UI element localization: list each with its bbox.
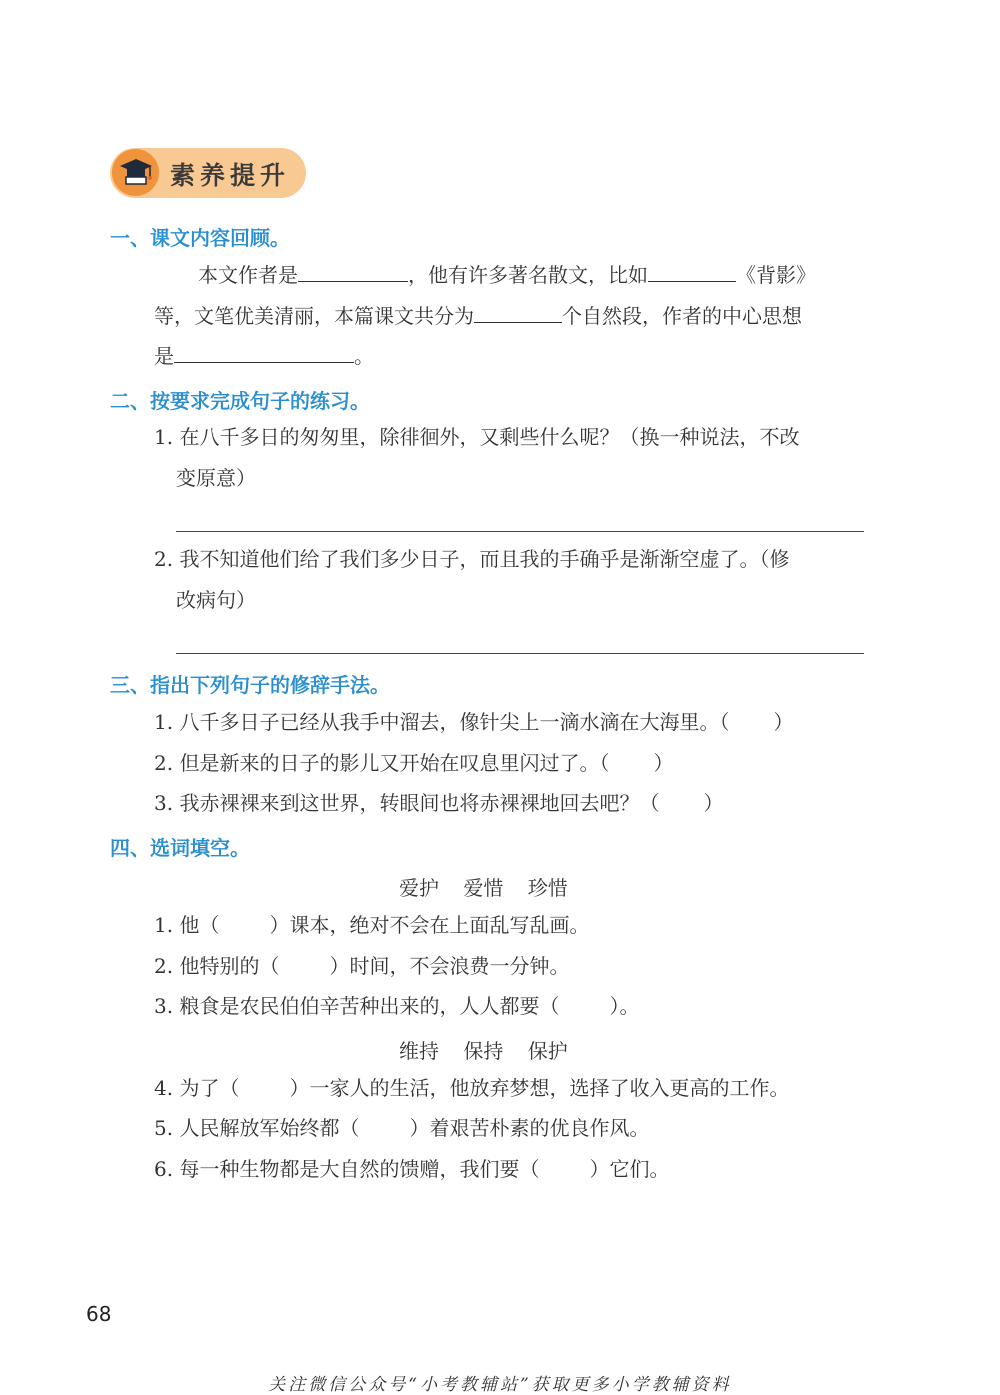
s1-text-2b: 个自然段，作者的中心思想 (562, 304, 802, 328)
s4-q1-a: 1. 他（ (154, 913, 220, 937)
s1-text-1b: ，他有许多著名散文，比如 (408, 263, 648, 287)
s2-q1-line2: 变原意） (176, 466, 256, 490)
s3-q2-text: 2. 但是新来的日子的影儿又开始在叹息里闪过了。 (154, 751, 600, 775)
s3-q3-paren-open: （ (639, 791, 660, 815)
word-bank-2: 维持 保持 保护 (399, 1039, 568, 1063)
s4-q3-b: ）。 (609, 994, 640, 1018)
paragraph-count-blank[interactable] (474, 304, 562, 323)
section2-heading: 二、按要求完成句子的练习。 (110, 389, 370, 413)
s4-q3-a: 3. 粮食是农民伯伯辛苦种出来的，人人都要（ (154, 994, 560, 1018)
s1-text-1a: 本文作者是 (198, 263, 298, 287)
s2-q2-line2: 改病句） (176, 588, 256, 612)
s1-text-2a: 等，文笔优美清丽，本篇课文共分为 (154, 304, 474, 328)
s1-text-3a: 是 (154, 344, 174, 368)
s3-q3-text: 3. 我赤裸裸来到这世界，转眼间也将赤裸裸地回去吧？ (154, 791, 640, 815)
word-bank-1: 爱护 爱惜 珍惜 (399, 876, 568, 900)
s2-q1-answer-line[interactable] (176, 531, 864, 532)
s4-q2-b: ）时间，不会浪费一分钟。 (329, 954, 570, 978)
s4-q4-a: 4. 为了（ (154, 1076, 240, 1100)
s2-q1-line1: 1. 在八千多日的匆匆里，除徘徊外，又剩些什么呢？（换一种说法，不改 (154, 425, 800, 449)
s4-q1 (154, 913, 589, 937)
s3-q1-text: 1. 八千多日子已经从我手中溜去，像针尖上一滴水滴在大海里。 (154, 710, 720, 734)
s4-q1-b: ）课本，绝对不会在上面乱写乱画。 (269, 913, 590, 937)
s4-q6-a: 6. 每一种生物都是大自然的馈赠，我们要（ (154, 1157, 540, 1181)
s3-q3-paren-close: ） (703, 791, 724, 815)
s3-q1 (154, 710, 793, 734)
s3-q2 (154, 751, 673, 775)
section3-heading: 三、指出下列句子的修辞手法。 (110, 673, 390, 697)
s4-q5-b: ）着艰苦朴素的优良作风。 (409, 1116, 650, 1140)
footer-note: 关注微信公众号“小考教辅站”获取更多小学教辅资料 (268, 1375, 732, 1395)
essay-blank[interactable] (648, 263, 736, 282)
s3-q3 (154, 791, 723, 815)
author-blank[interactable] (298, 263, 408, 282)
s4-q2 (154, 954, 569, 978)
section4-heading: 四、选词填空。 (110, 836, 250, 860)
s4-q4 (154, 1076, 789, 1100)
badge-circle (112, 149, 159, 196)
central-idea-blank[interactable] (174, 344, 354, 363)
section1-line1 (198, 263, 816, 287)
s1-text-3b: 。 (354, 344, 374, 368)
s4-q3 (154, 994, 639, 1018)
s1-text-1c: 《背影》 (736, 263, 816, 287)
s3-q1-paren-open: （ (719, 710, 730, 734)
s4-q2-a: 2. 他特别的（ (154, 954, 280, 978)
section1-heading: 一、课文内容回顾。 (110, 226, 290, 250)
s4-q4-b: ）一家人的生活，他放弃梦想，选择了收入更高的工作。 (289, 1076, 790, 1100)
s2-q2-answer-line[interactable] (176, 653, 864, 654)
page-number: 68 (86, 1302, 112, 1326)
s3-q2-paren-close: ） (653, 751, 674, 775)
s3-q2-paren-open: （ (599, 751, 610, 775)
s2-q2-line1: 2. 我不知道他们给了我们多少日子，而且我的手确乎是渐渐空虚了。（修 (154, 547, 790, 571)
s4-q6-b: ）它们。 (589, 1157, 670, 1181)
graduation-cap-icon (118, 157, 154, 189)
badge-title: 素养提升 (170, 161, 291, 190)
s4-q6 (154, 1157, 669, 1181)
s4-q5-a: 5. 人民解放军始终都（ (154, 1116, 360, 1140)
section1-line3 (154, 344, 374, 368)
s3-q1-paren-close: ） (773, 710, 794, 734)
s4-q5 (154, 1116, 649, 1140)
section1-line2 (154, 304, 802, 328)
